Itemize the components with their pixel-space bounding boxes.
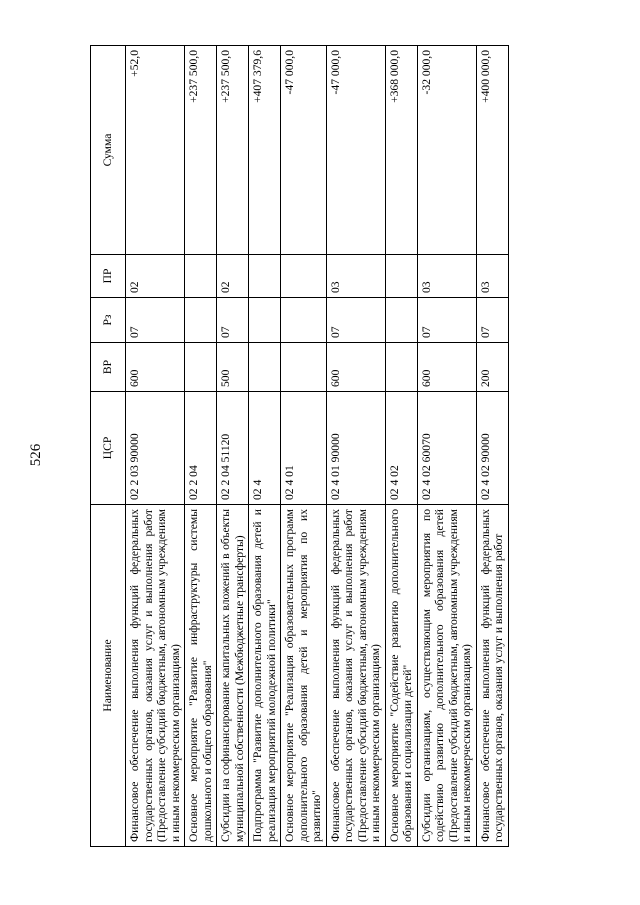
cell-csr: 02 2 03 90000	[126, 392, 185, 505]
cell-rz: 07	[326, 298, 385, 343]
cell-name: Финансовое обеспечение выполнения функций федеральных государственных органов, оказания услуг и выполнения работ (Предоставление субсидий бюджетным, автономным учреждениям и иным некоммерческим организациям)	[326, 505, 385, 847]
header-pr: ПР	[91, 255, 126, 298]
cell-name: Подпрограмма "Развитие дополнительного образования детей и реализация мероприятий молодежной политики"	[249, 505, 281, 847]
budget-table	[90, 45, 509, 847]
cell-pr	[281, 255, 327, 298]
cell-csr: 02 4	[249, 392, 281, 505]
page-number: 526	[28, 443, 44, 467]
cell-name: Основное мероприятие "Развитие инфраструктуры системы дошкольного и общего образования"	[185, 505, 217, 847]
table-row	[217, 46, 249, 847]
cell-pr: 03	[476, 255, 508, 298]
cell-csr: 02 4 02 60070	[417, 392, 476, 505]
header-sum: Сумма	[91, 46, 126, 255]
cell-rz	[385, 298, 417, 343]
cell-rz: 07	[417, 298, 476, 343]
cell-name: Субсидии на софинансирование капитальных вложений в объекты муниципальной собственности (Межбюджетные трансферты)	[217, 505, 249, 847]
cell-sum: +368 000,0	[385, 46, 417, 255]
cell-rz	[249, 298, 281, 343]
cell-sum: +237 500,0	[217, 46, 249, 255]
cell-csr: 02 4 01	[281, 392, 327, 505]
cell-csr: 02 2 04 51120	[217, 392, 249, 505]
cell-vr: 500	[217, 343, 249, 392]
cell-rz	[281, 298, 327, 343]
table-row	[126, 46, 185, 847]
cell-csr: 02 4 02	[385, 392, 417, 505]
cell-vr	[249, 343, 281, 392]
cell-name: Основное мероприятие "Содействие развитию дополнительного образования и социализации детей"	[385, 505, 417, 847]
cell-vr	[385, 343, 417, 392]
cell-rz	[185, 298, 217, 343]
rotated-table-container	[90, 50, 606, 847]
cell-pr: 02	[126, 255, 185, 298]
cell-vr: 600	[126, 343, 185, 392]
header-vr: ВР	[91, 343, 126, 392]
cell-name: Финансовое обеспечение выполнения функций федеральных государственных органов, оказания услуг и выполнения работ (Предоставление субсидий бюджетным, автономным учреждениям и иным некоммерческим организациям)	[126, 505, 185, 847]
cell-sum: +400 000,0	[476, 46, 508, 255]
cell-sum: -32 000,0	[417, 46, 476, 255]
cell-rz: 07	[217, 298, 249, 343]
cell-pr	[385, 255, 417, 298]
cell-pr: 03	[326, 255, 385, 298]
table-row	[476, 46, 508, 847]
table-row	[326, 46, 385, 847]
cell-vr: 200	[476, 343, 508, 392]
cell-name: Финансовое обеспечение выполнения функций федеральных государственных органов, оказания услуг и выполнения работ	[476, 505, 508, 847]
header-rz: Рз	[91, 298, 126, 343]
cell-rz: 07	[126, 298, 185, 343]
table-header-row	[91, 46, 126, 847]
cell-name: Основное мероприятие "Реализация образовательных программ дополнительного образования детей и мероприятия по их развитию"	[281, 505, 327, 847]
cell-csr: 02 2 04	[185, 392, 217, 505]
cell-name: Субсидии организациям, осуществляющим мероприятия по содействию развитию дополнительного образования детей (Предоставление субсидий бюджетным, автономным учреждениям и иным некоммерческим организациям)	[417, 505, 476, 847]
cell-pr	[249, 255, 281, 298]
cell-vr: 600	[326, 343, 385, 392]
header-name: Наименование	[91, 505, 126, 847]
cell-sum: -47 000,0	[281, 46, 327, 255]
cell-rz: 07	[476, 298, 508, 343]
table-row	[385, 46, 417, 847]
cell-sum: +237 500,0	[185, 46, 217, 255]
cell-vr	[185, 343, 217, 392]
cell-pr: 03	[417, 255, 476, 298]
cell-pr	[185, 255, 217, 298]
table-row	[281, 46, 327, 847]
cell-sum: -47 000,0	[326, 46, 385, 255]
cell-csr: 02 4 02 90000	[476, 392, 508, 505]
table-row	[185, 46, 217, 847]
header-csr: ЦСР	[91, 392, 126, 505]
table-row	[249, 46, 281, 847]
cell-csr: 02 4 01 90000	[326, 392, 385, 505]
cell-vr: 600	[417, 343, 476, 392]
cell-sum: +52,0	[126, 46, 185, 255]
cell-pr: 02	[217, 255, 249, 298]
cell-sum: +407 379,6	[249, 46, 281, 255]
cell-vr	[281, 343, 327, 392]
table-row	[417, 46, 476, 847]
